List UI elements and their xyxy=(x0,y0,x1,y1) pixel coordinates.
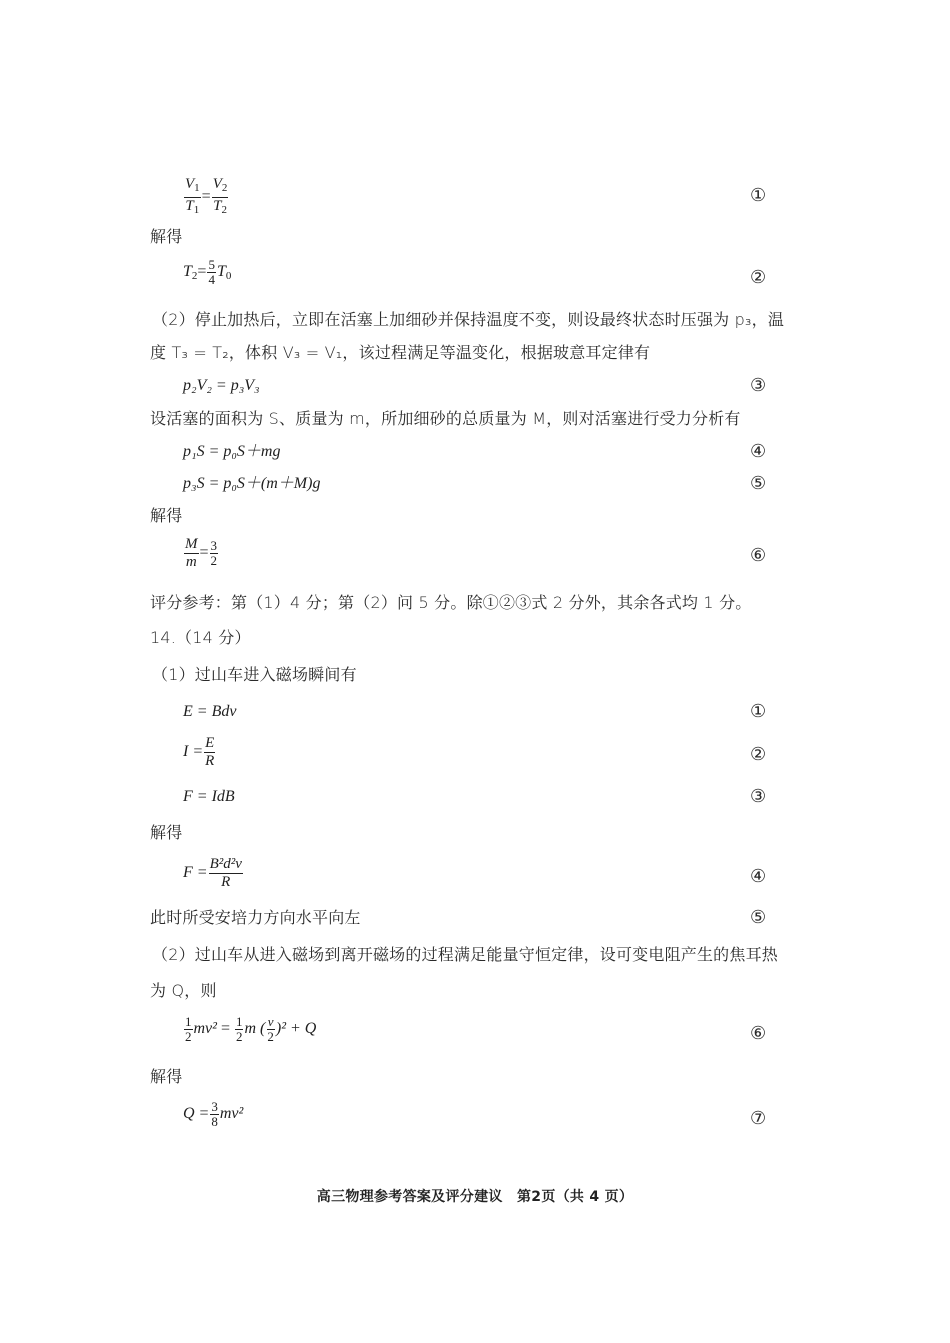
solve-label: 解得 xyxy=(150,823,183,842)
equation-mass-ratio: $\frac{M}{m}$ = $\frac{3}{2}$ xyxy=(185,536,218,570)
equation-current: I = $\frac{E}{R}$ xyxy=(183,735,215,769)
equation-marker: ④ xyxy=(750,441,767,462)
paragraph-line: （2）过山车从进入磁场到离开磁场的过程满足能量守恒定律，设可变电阻产生的焦耳热 xyxy=(152,945,778,964)
force-direction-statement: 此时所受安培力方向水平向左 xyxy=(150,908,361,927)
equation-marker: ⑤ xyxy=(750,473,767,494)
equation-joule-heat: Q = $\frac{3}{8}$ mv² xyxy=(183,1099,244,1129)
equation-marker: ① xyxy=(750,701,767,722)
equation-marker: ② xyxy=(750,744,767,765)
paragraph-line: （2）停止加热后，立即在活塞上加细砂并保持温度不变，则设最终状态时压强为 p₃，温 xyxy=(152,310,785,329)
equation-charles-law: $\frac{V_1}{T_1}$ = $\frac{V_2}{T_2}$ xyxy=(185,176,228,216)
solve-label: 解得 xyxy=(150,227,183,246)
equation-force-balance-2: p₃S = p₀S＋(m＋M)g xyxy=(183,475,321,492)
paragraph-line: 为 Q，则 xyxy=(150,981,217,1000)
solve-label: 解得 xyxy=(150,1067,183,1086)
page-footer: 高三物理参考答案及评分建议 第2页（共 4 页） xyxy=(316,1189,634,1205)
subquestion-heading: （1）过山车进入磁场瞬间有 xyxy=(152,665,357,684)
equation-marker: ② xyxy=(750,267,767,288)
equation-marker: ⑤ xyxy=(750,907,767,928)
equation-force-balance-1: p₁S = p₀S＋mg xyxy=(183,443,281,460)
equation-t2-result: $T_2=$ $\frac{5}{4}$ $T_0$ xyxy=(183,257,232,287)
equation-energy-conservation: $\frac{1}{2}$ mv² = $\frac{1}{2}$ m ( $\frac{v}{2}$ )² + Q xyxy=(185,1014,317,1044)
equation-marker: ③ xyxy=(750,375,767,396)
paragraph-line: 设活塞的面积为 S、质量为 m，所加细砂的总质量为 M，则对活塞进行受力分析有 xyxy=(150,409,741,428)
paragraph-line: 度 T₃ = T₂，体积 V₃ = V₁，该过程满足等温变化，根据玻意耳定律有 xyxy=(150,343,651,362)
equation-marker: ④ xyxy=(750,866,767,887)
solve-label: 解得 xyxy=(150,506,183,525)
equation-marker: ⑦ xyxy=(750,1108,767,1129)
question-heading: 14.（14 分） xyxy=(150,628,251,647)
equation-ampere-force: F = IdB xyxy=(183,788,235,805)
equation-marker: ① xyxy=(750,185,767,206)
equation-marker: ⑥ xyxy=(750,1023,767,1044)
equation-force-result: F = $\frac{\text{B²d²v}}{R}$ xyxy=(183,856,242,890)
equation-marker: ③ xyxy=(750,786,767,807)
equation-boyle-law: p₂V₂ = p₃V₃ xyxy=(183,377,260,394)
scoring-note: 评分参考：第（1）4 分；第（2）问 5 分。除①②③式 2 分外，其余各式均 1 分。 xyxy=(150,593,752,612)
equation-emf: E = Bdv xyxy=(183,703,237,720)
equation-marker: ⑥ xyxy=(750,545,767,566)
